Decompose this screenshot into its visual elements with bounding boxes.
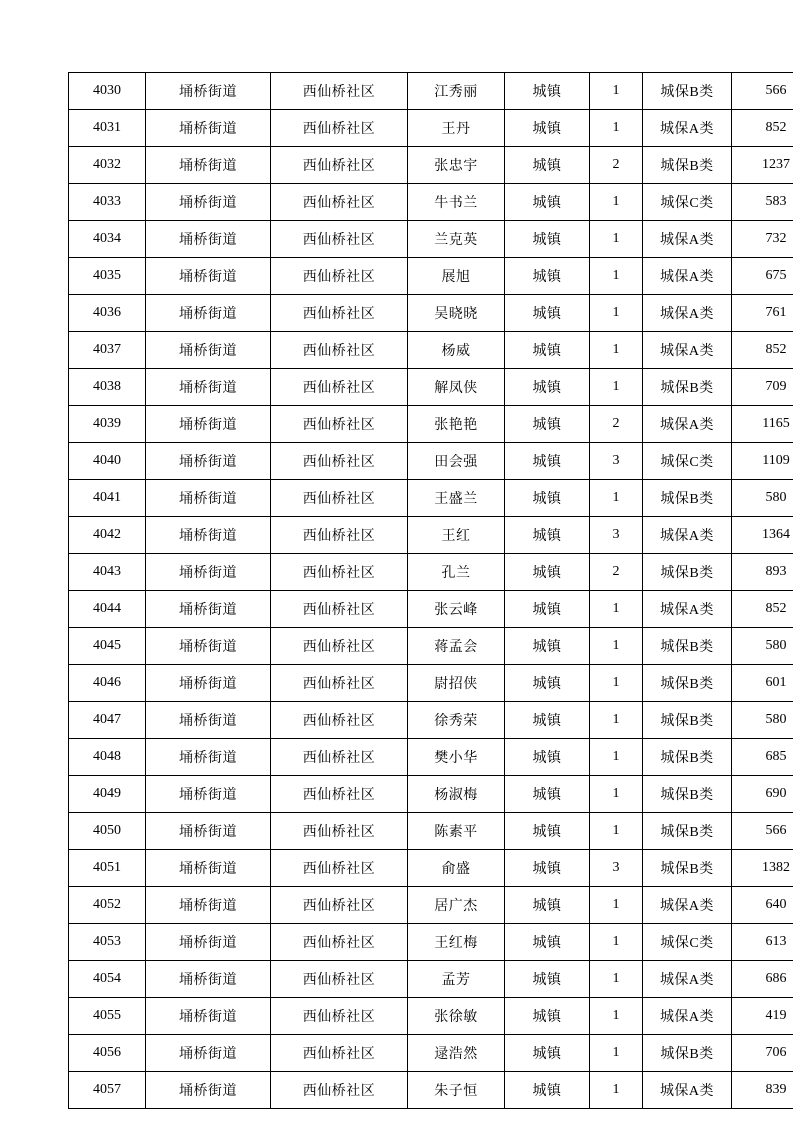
cell-street: 埇桥街道 bbox=[146, 332, 271, 369]
cell-street: 埇桥街道 bbox=[146, 443, 271, 480]
cell-community: 西仙桥社区 bbox=[271, 998, 408, 1035]
cell-name: 江秀丽 bbox=[408, 73, 505, 110]
cell-category: 城保A类 bbox=[643, 998, 732, 1035]
cell-category: 城保A类 bbox=[643, 887, 732, 924]
cell-category: 城保A类 bbox=[643, 961, 732, 998]
cell-household-type: 城镇 bbox=[505, 961, 590, 998]
cell-community: 西仙桥社区 bbox=[271, 295, 408, 332]
cell-amount: 839 bbox=[732, 1072, 793, 1109]
cell-category: 城保C类 bbox=[643, 184, 732, 221]
cell-street: 埇桥街道 bbox=[146, 998, 271, 1035]
cell-amount: 419 bbox=[732, 998, 793, 1035]
cell-person-count: 1 bbox=[590, 295, 643, 332]
cell-category: 城保A类 bbox=[643, 517, 732, 554]
cell-household-type: 城镇 bbox=[505, 924, 590, 961]
cell-id: 4032 bbox=[69, 147, 146, 184]
table-row bbox=[69, 258, 793, 295]
cell-amount: 852 bbox=[732, 332, 793, 369]
cell-community: 西仙桥社区 bbox=[271, 887, 408, 924]
table-row bbox=[69, 739, 793, 776]
cell-community: 西仙桥社区 bbox=[271, 924, 408, 961]
cell-person-count: 1 bbox=[590, 258, 643, 295]
cell-id: 4044 bbox=[69, 591, 146, 628]
cell-category: 城保A类 bbox=[643, 1072, 732, 1109]
subsidy-table bbox=[68, 72, 793, 1109]
cell-household-type: 城镇 bbox=[505, 850, 590, 887]
cell-name: 兰克英 bbox=[408, 221, 505, 258]
cell-name: 居广杰 bbox=[408, 887, 505, 924]
cell-person-count: 1 bbox=[590, 924, 643, 961]
cell-category: 城保B类 bbox=[643, 369, 732, 406]
cell-person-count: 1 bbox=[590, 110, 643, 147]
cell-community: 西仙桥社区 bbox=[271, 147, 408, 184]
cell-name: 王红梅 bbox=[408, 924, 505, 961]
cell-id: 4031 bbox=[69, 110, 146, 147]
cell-category: 城保A类 bbox=[643, 332, 732, 369]
cell-community: 西仙桥社区 bbox=[271, 73, 408, 110]
cell-amount: 1237 bbox=[732, 147, 793, 184]
cell-street: 埇桥街道 bbox=[146, 554, 271, 591]
cell-name: 蒋孟会 bbox=[408, 628, 505, 665]
cell-amount: 566 bbox=[732, 813, 793, 850]
cell-person-count: 3 bbox=[590, 850, 643, 887]
cell-name: 杨威 bbox=[408, 332, 505, 369]
cell-community: 西仙桥社区 bbox=[271, 554, 408, 591]
cell-household-type: 城镇 bbox=[505, 554, 590, 591]
cell-name: 吴晓晓 bbox=[408, 295, 505, 332]
cell-household-type: 城镇 bbox=[505, 406, 590, 443]
cell-name: 杨淑梅 bbox=[408, 776, 505, 813]
cell-id: 4033 bbox=[69, 184, 146, 221]
cell-id: 4057 bbox=[69, 1072, 146, 1109]
cell-street: 埇桥街道 bbox=[146, 295, 271, 332]
table-row bbox=[69, 591, 793, 628]
table-row bbox=[69, 406, 793, 443]
cell-category: 城保A类 bbox=[643, 406, 732, 443]
cell-street: 埇桥街道 bbox=[146, 480, 271, 517]
cell-amount: 1382 bbox=[732, 850, 793, 887]
cell-street: 埇桥街道 bbox=[146, 517, 271, 554]
table-row bbox=[69, 221, 793, 258]
cell-category: 城保B类 bbox=[643, 665, 732, 702]
cell-id: 4054 bbox=[69, 961, 146, 998]
cell-street: 埇桥街道 bbox=[146, 739, 271, 776]
cell-street: 埇桥街道 bbox=[146, 591, 271, 628]
cell-name: 张艳艳 bbox=[408, 406, 505, 443]
cell-id: 4040 bbox=[69, 443, 146, 480]
cell-amount: 685 bbox=[732, 739, 793, 776]
cell-community: 西仙桥社区 bbox=[271, 258, 408, 295]
cell-name: 徐秀荣 bbox=[408, 702, 505, 739]
cell-amount: 1364 bbox=[732, 517, 793, 554]
cell-name: 朱子恒 bbox=[408, 1072, 505, 1109]
table-row bbox=[69, 147, 793, 184]
cell-name: 王红 bbox=[408, 517, 505, 554]
cell-id: 4030 bbox=[69, 73, 146, 110]
cell-category: 城保A类 bbox=[643, 591, 732, 628]
cell-amount: 675 bbox=[732, 258, 793, 295]
cell-person-count: 2 bbox=[590, 406, 643, 443]
cell-amount: 761 bbox=[732, 295, 793, 332]
cell-id: 4035 bbox=[69, 258, 146, 295]
table-row bbox=[69, 850, 793, 887]
cell-category: 城保A类 bbox=[643, 258, 732, 295]
cell-person-count: 1 bbox=[590, 702, 643, 739]
cell-street: 埇桥街道 bbox=[146, 258, 271, 295]
cell-category: 城保B类 bbox=[643, 702, 732, 739]
cell-name: 俞盛 bbox=[408, 850, 505, 887]
cell-name: 田会强 bbox=[408, 443, 505, 480]
cell-community: 西仙桥社区 bbox=[271, 184, 408, 221]
cell-person-count: 1 bbox=[590, 665, 643, 702]
cell-person-count: 1 bbox=[590, 998, 643, 1035]
cell-amount: 613 bbox=[732, 924, 793, 961]
cell-name: 樊小华 bbox=[408, 739, 505, 776]
cell-community: 西仙桥社区 bbox=[271, 776, 408, 813]
cell-household-type: 城镇 bbox=[505, 258, 590, 295]
cell-street: 埇桥街道 bbox=[146, 369, 271, 406]
cell-person-count: 1 bbox=[590, 591, 643, 628]
cell-id: 4049 bbox=[69, 776, 146, 813]
cell-id: 4056 bbox=[69, 1035, 146, 1072]
cell-person-count: 3 bbox=[590, 443, 643, 480]
cell-amount: 601 bbox=[732, 665, 793, 702]
cell-name: 陈素平 bbox=[408, 813, 505, 850]
cell-name: 展旭 bbox=[408, 258, 505, 295]
cell-person-count: 1 bbox=[590, 369, 643, 406]
cell-category: 城保B类 bbox=[643, 73, 732, 110]
cell-category: 城保A类 bbox=[643, 110, 732, 147]
cell-community: 西仙桥社区 bbox=[271, 813, 408, 850]
cell-street: 埇桥街道 bbox=[146, 776, 271, 813]
cell-community: 西仙桥社区 bbox=[271, 406, 408, 443]
cell-street: 埇桥街道 bbox=[146, 1072, 271, 1109]
cell-category: 城保B类 bbox=[643, 628, 732, 665]
cell-household-type: 城镇 bbox=[505, 628, 590, 665]
cell-community: 西仙桥社区 bbox=[271, 850, 408, 887]
cell-community: 西仙桥社区 bbox=[271, 702, 408, 739]
table-row bbox=[69, 887, 793, 924]
cell-amount: 583 bbox=[732, 184, 793, 221]
cell-id: 4051 bbox=[69, 850, 146, 887]
cell-community: 西仙桥社区 bbox=[271, 110, 408, 147]
table-row bbox=[69, 1035, 793, 1072]
cell-street: 埇桥街道 bbox=[146, 147, 271, 184]
cell-community: 西仙桥社区 bbox=[271, 369, 408, 406]
cell-community: 西仙桥社区 bbox=[271, 443, 408, 480]
cell-person-count: 1 bbox=[590, 73, 643, 110]
cell-street: 埇桥街道 bbox=[146, 221, 271, 258]
cell-amount: 640 bbox=[732, 887, 793, 924]
cell-community: 西仙桥社区 bbox=[271, 480, 408, 517]
cell-person-count: 2 bbox=[590, 147, 643, 184]
cell-community: 西仙桥社区 bbox=[271, 1035, 408, 1072]
cell-person-count: 3 bbox=[590, 517, 643, 554]
cell-id: 4034 bbox=[69, 221, 146, 258]
table-row bbox=[69, 480, 793, 517]
cell-category: 城保A类 bbox=[643, 221, 732, 258]
cell-person-count: 1 bbox=[590, 1035, 643, 1072]
cell-community: 西仙桥社区 bbox=[271, 961, 408, 998]
table-row bbox=[69, 813, 793, 850]
cell-category: 城保C类 bbox=[643, 924, 732, 961]
cell-name: 解凤侠 bbox=[408, 369, 505, 406]
cell-id: 4052 bbox=[69, 887, 146, 924]
cell-person-count: 1 bbox=[590, 739, 643, 776]
cell-community: 西仙桥社区 bbox=[271, 1072, 408, 1109]
cell-household-type: 城镇 bbox=[505, 295, 590, 332]
cell-name: 王盛兰 bbox=[408, 480, 505, 517]
cell-household-type: 城镇 bbox=[505, 739, 590, 776]
table-row bbox=[69, 702, 793, 739]
table-row bbox=[69, 295, 793, 332]
cell-community: 西仙桥社区 bbox=[271, 665, 408, 702]
cell-household-type: 城镇 bbox=[505, 73, 590, 110]
cell-household-type: 城镇 bbox=[505, 591, 590, 628]
cell-street: 埇桥街道 bbox=[146, 961, 271, 998]
cell-name: 牛书兰 bbox=[408, 184, 505, 221]
cell-street: 埇桥街道 bbox=[146, 184, 271, 221]
cell-community: 西仙桥社区 bbox=[271, 517, 408, 554]
table-row bbox=[69, 184, 793, 221]
cell-street: 埇桥街道 bbox=[146, 406, 271, 443]
cell-household-type: 城镇 bbox=[505, 1072, 590, 1109]
cell-household-type: 城镇 bbox=[505, 221, 590, 258]
cell-name: 张忠宇 bbox=[408, 147, 505, 184]
cell-id: 4045 bbox=[69, 628, 146, 665]
cell-category: 城保B类 bbox=[643, 554, 732, 591]
cell-category: 城保B类 bbox=[643, 480, 732, 517]
cell-id: 4037 bbox=[69, 332, 146, 369]
cell-amount: 566 bbox=[732, 73, 793, 110]
cell-category: 城保B类 bbox=[643, 739, 732, 776]
cell-id: 4055 bbox=[69, 998, 146, 1035]
cell-amount: 1165 bbox=[732, 406, 793, 443]
cell-household-type: 城镇 bbox=[505, 776, 590, 813]
cell-category: 城保C类 bbox=[643, 443, 732, 480]
cell-person-count: 1 bbox=[590, 184, 643, 221]
cell-name: 孔兰 bbox=[408, 554, 505, 591]
cell-category: 城保B类 bbox=[643, 1035, 732, 1072]
cell-amount: 732 bbox=[732, 221, 793, 258]
cell-person-count: 2 bbox=[590, 554, 643, 591]
cell-household-type: 城镇 bbox=[505, 443, 590, 480]
cell-street: 埇桥街道 bbox=[146, 702, 271, 739]
cell-category: 城保A类 bbox=[643, 295, 732, 332]
table-row bbox=[69, 961, 793, 998]
cell-amount: 893 bbox=[732, 554, 793, 591]
cell-person-count: 1 bbox=[590, 221, 643, 258]
table-row bbox=[69, 369, 793, 406]
cell-street: 埇桥街道 bbox=[146, 924, 271, 961]
cell-amount: 852 bbox=[732, 110, 793, 147]
cell-household-type: 城镇 bbox=[505, 332, 590, 369]
table-row bbox=[69, 73, 793, 110]
table-row bbox=[69, 517, 793, 554]
cell-street: 埇桥街道 bbox=[146, 73, 271, 110]
cell-household-type: 城镇 bbox=[505, 480, 590, 517]
cell-household-type: 城镇 bbox=[505, 1035, 590, 1072]
table-row bbox=[69, 924, 793, 961]
cell-street: 埇桥街道 bbox=[146, 887, 271, 924]
cell-person-count: 1 bbox=[590, 628, 643, 665]
cell-amount: 580 bbox=[732, 628, 793, 665]
cell-person-count: 1 bbox=[590, 961, 643, 998]
cell-id: 4043 bbox=[69, 554, 146, 591]
cell-amount: 709 bbox=[732, 369, 793, 406]
cell-person-count: 1 bbox=[590, 776, 643, 813]
table-row bbox=[69, 332, 793, 369]
cell-amount: 1109 bbox=[732, 443, 793, 480]
cell-person-count: 1 bbox=[590, 1072, 643, 1109]
cell-id: 4048 bbox=[69, 739, 146, 776]
cell-id: 4047 bbox=[69, 702, 146, 739]
cell-id: 4041 bbox=[69, 480, 146, 517]
table-row bbox=[69, 554, 793, 591]
cell-id: 4039 bbox=[69, 406, 146, 443]
table-body bbox=[69, 73, 793, 1109]
cell-id: 4036 bbox=[69, 295, 146, 332]
cell-name: 尉招侠 bbox=[408, 665, 505, 702]
cell-household-type: 城镇 bbox=[505, 998, 590, 1035]
cell-person-count: 1 bbox=[590, 480, 643, 517]
cell-household-type: 城镇 bbox=[505, 702, 590, 739]
cell-community: 西仙桥社区 bbox=[271, 332, 408, 369]
cell-id: 4050 bbox=[69, 813, 146, 850]
cell-name: 王丹 bbox=[408, 110, 505, 147]
cell-name: 张云峰 bbox=[408, 591, 505, 628]
table-row bbox=[69, 665, 793, 702]
cell-street: 埇桥街道 bbox=[146, 110, 271, 147]
cell-street: 埇桥街道 bbox=[146, 1035, 271, 1072]
cell-amount: 580 bbox=[732, 480, 793, 517]
table-row bbox=[69, 776, 793, 813]
cell-category: 城保B类 bbox=[643, 147, 732, 184]
cell-household-type: 城镇 bbox=[505, 110, 590, 147]
cell-household-type: 城镇 bbox=[505, 369, 590, 406]
table-row bbox=[69, 628, 793, 665]
cell-id: 4053 bbox=[69, 924, 146, 961]
cell-household-type: 城镇 bbox=[505, 813, 590, 850]
cell-name: 张徐敏 bbox=[408, 998, 505, 1035]
cell-household-type: 城镇 bbox=[505, 184, 590, 221]
cell-category: 城保B类 bbox=[643, 776, 732, 813]
cell-name: 孟芳 bbox=[408, 961, 505, 998]
table-row bbox=[69, 998, 793, 1035]
cell-person-count: 1 bbox=[590, 887, 643, 924]
cell-amount: 580 bbox=[732, 702, 793, 739]
table-row bbox=[69, 443, 793, 480]
cell-street: 埇桥街道 bbox=[146, 665, 271, 702]
cell-household-type: 城镇 bbox=[505, 517, 590, 554]
table-row bbox=[69, 1072, 793, 1109]
cell-amount: 706 bbox=[732, 1035, 793, 1072]
cell-amount: 690 bbox=[732, 776, 793, 813]
cell-name: 逯浩然 bbox=[408, 1035, 505, 1072]
cell-community: 西仙桥社区 bbox=[271, 739, 408, 776]
cell-person-count: 1 bbox=[590, 813, 643, 850]
cell-street: 埇桥街道 bbox=[146, 850, 271, 887]
cell-person-count: 1 bbox=[590, 332, 643, 369]
cell-id: 4042 bbox=[69, 517, 146, 554]
cell-category: 城保B类 bbox=[643, 813, 732, 850]
cell-household-type: 城镇 bbox=[505, 887, 590, 924]
cell-amount: 852 bbox=[732, 591, 793, 628]
cell-household-type: 城镇 bbox=[505, 665, 590, 702]
table-row bbox=[69, 110, 793, 147]
cell-street: 埇桥街道 bbox=[146, 813, 271, 850]
cell-amount: 686 bbox=[732, 961, 793, 998]
cell-community: 西仙桥社区 bbox=[271, 628, 408, 665]
cell-category: 城保B类 bbox=[643, 850, 732, 887]
cell-household-type: 城镇 bbox=[505, 147, 590, 184]
cell-id: 4046 bbox=[69, 665, 146, 702]
cell-street: 埇桥街道 bbox=[146, 628, 271, 665]
cell-id: 4038 bbox=[69, 369, 146, 406]
cell-community: 西仙桥社区 bbox=[271, 221, 408, 258]
cell-community: 西仙桥社区 bbox=[271, 591, 408, 628]
